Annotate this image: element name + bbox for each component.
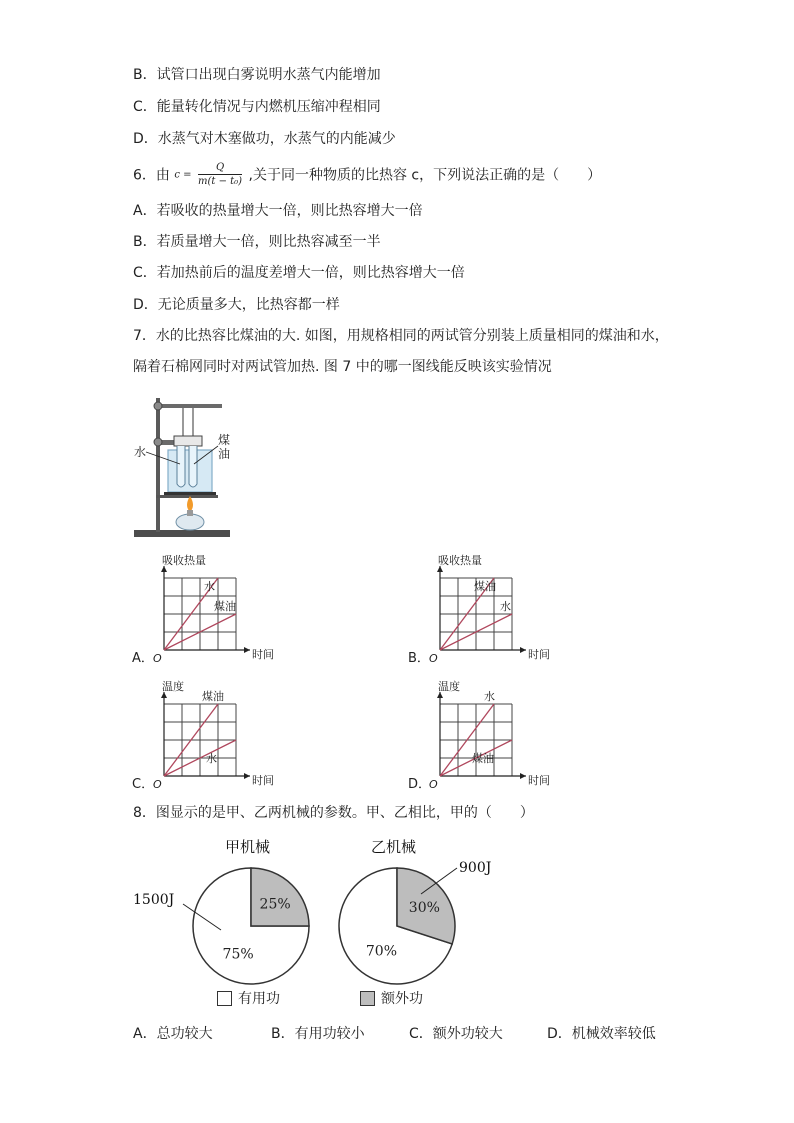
q6-option-c: C．若加热前后的温度差增大一倍，则比热容增大一倍 xyxy=(133,265,465,281)
asbestos-gauze xyxy=(164,492,216,495)
legend-useful-label: 有用功 xyxy=(238,991,280,1007)
graph-d xyxy=(408,678,558,796)
q6-formula-numerator: Q xyxy=(198,162,242,175)
clamp-arm-top xyxy=(156,404,222,408)
graph-y-label: 温度 xyxy=(438,680,460,693)
pie-annotation: 900J xyxy=(459,860,492,876)
pie-label-useful: 75% xyxy=(222,946,254,963)
q6-option-b: B．若质量增大一倍，则比热容减至一半 xyxy=(133,234,381,250)
graph-letter: C． xyxy=(132,777,155,792)
graph-origin-label: O xyxy=(429,778,438,791)
graph-x-label: 时间 xyxy=(528,648,550,661)
q6-suffix: ,关于同一种物质的比热容 c，下列说法正确的是（ ） xyxy=(248,167,602,184)
q7-stem-line2: 隔着石棉网同时对两试管加热. 图 7 中的哪一图线能反映该实验情况 xyxy=(133,359,552,375)
flame xyxy=(187,496,193,512)
graph-letter: A． xyxy=(132,651,154,666)
q6-formula-fraction xyxy=(198,162,242,189)
graph-origin-label: O xyxy=(429,652,438,665)
clamp-knob-top xyxy=(154,402,162,410)
x-axis-arrow xyxy=(244,773,250,779)
x-axis-arrow xyxy=(520,773,526,779)
graph-steep-label: 煤油 xyxy=(474,580,496,593)
q8-option-a: A．总功较大 xyxy=(133,1026,213,1042)
pie-title: 乙机械 xyxy=(371,838,417,856)
q7-stem-line1: 7．水的比热容比煤油的大. 如图，用规格相同的两试管分别装上质量相同的煤油和水， xyxy=(133,328,669,344)
heating-apparatus-figure xyxy=(130,392,240,544)
legend-useful-swatch xyxy=(217,991,232,1006)
test-tube-water xyxy=(177,446,185,487)
pie-title: 甲机械 xyxy=(225,838,271,856)
graph-a xyxy=(132,552,282,670)
graph-shallow-label: 水 xyxy=(500,600,511,613)
q6-formula-lhs: c = xyxy=(174,169,192,181)
x-axis-arrow xyxy=(520,647,526,653)
legend-extra-swatch xyxy=(360,991,375,1006)
graph-x-label: 时间 xyxy=(528,774,550,787)
graph-letter: D． xyxy=(408,777,432,792)
graph-steep-label: 水 xyxy=(484,690,495,703)
clamp-knob-middle xyxy=(154,438,162,446)
legend-extra xyxy=(360,988,423,1008)
q5-option-c: C．能量转化情况与内燃机压缩冲程相同 xyxy=(133,99,381,115)
graph-origin-label: O xyxy=(153,652,162,665)
q6-option-a: A．若吸收的热量增大一倍，则比热容增大一倍 xyxy=(133,203,423,219)
q5-option-b: B．试管口出现白雾说明水蒸气内能增加 xyxy=(133,67,381,83)
graph-y-label: 吸收热量 xyxy=(162,554,206,567)
graph-shallow-label: 煤油 xyxy=(214,600,236,613)
graph-origin-label: O xyxy=(153,778,162,791)
graph-b xyxy=(408,552,558,670)
stand-rod xyxy=(156,398,160,532)
graph-x-label: 时间 xyxy=(252,648,274,661)
graph-shallow-label: 煤油 xyxy=(472,752,494,765)
graph-shallow-label: 水 xyxy=(206,752,217,765)
q8-option-d: D．机械效率较低 xyxy=(547,1026,656,1042)
graph-y-label: 吸收热量 xyxy=(438,554,482,567)
ring-support xyxy=(156,495,218,498)
pie-label-useful: 70% xyxy=(365,943,398,960)
x-axis-arrow xyxy=(244,647,250,653)
graph-c xyxy=(132,678,282,796)
alcohol-lamp xyxy=(176,514,204,530)
q6-formula-denominator: m(t − t₀) xyxy=(198,176,243,187)
pie-annotation: 1500J xyxy=(133,892,175,908)
apparatus-label-kerosene-1: 煤 xyxy=(218,433,231,447)
legend-extra-label: 额外功 xyxy=(381,991,423,1007)
apparatus-label-water: 水 xyxy=(134,445,147,459)
pie-label-extra: 30% xyxy=(408,900,440,917)
graph-x-label: 时间 xyxy=(252,774,274,787)
q8-option-b: B．有用功较小 xyxy=(271,1026,365,1042)
graph-letter: B． xyxy=(408,651,430,666)
graph-steep-label: 水 xyxy=(204,580,215,593)
q6-stem xyxy=(133,162,601,192)
q8-stem: 8．图显示的是甲、乙两机械的参数。甲、乙相比，甲的（ ） xyxy=(133,805,534,821)
q5-option-d: D．水蒸气对木塞做功，水蒸气的内能减少 xyxy=(133,131,396,147)
apparatus-label-kerosene-2: 油 xyxy=(218,447,231,461)
test-tube-kerosene xyxy=(189,446,197,487)
q6-option-d: D．无论质量多大，比热容都一样 xyxy=(133,297,340,313)
legend-useful xyxy=(217,988,280,1008)
stand-base xyxy=(134,530,230,537)
graph-y-label: 温度 xyxy=(162,680,184,693)
q8-option-c: C．额外功较大 xyxy=(409,1026,503,1042)
q8-pie-charts xyxy=(120,828,540,1013)
graph-steep-label: 煤油 xyxy=(202,690,224,703)
lamp-neck xyxy=(187,510,193,516)
q6-prefix: 6．由 xyxy=(133,167,170,184)
tube-holder xyxy=(174,436,202,446)
pie-label-extra: 25% xyxy=(259,896,291,913)
